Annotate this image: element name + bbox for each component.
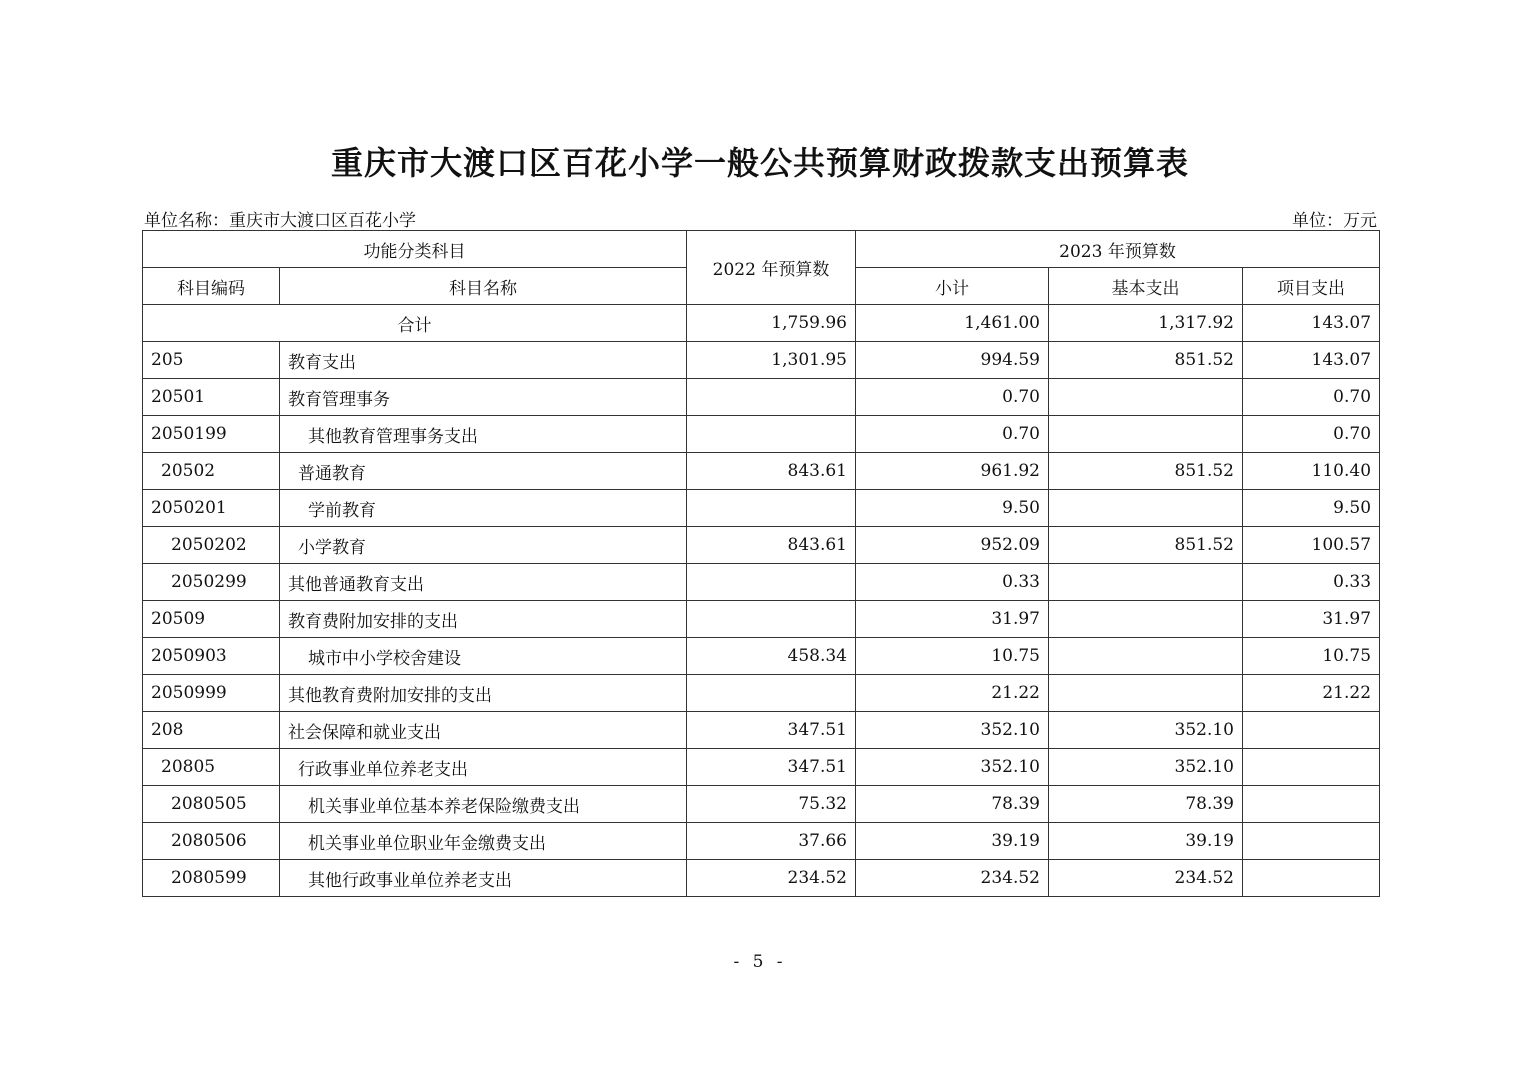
row-subtotal: 0.70 bbox=[856, 379, 1049, 416]
row-name: 其他教育费附加安排的支出 bbox=[280, 675, 687, 712]
row-project bbox=[1243, 712, 1380, 749]
row-code: 20805 bbox=[143, 749, 280, 786]
row-budget-2022 bbox=[687, 379, 856, 416]
row-budget-2022 bbox=[687, 601, 856, 638]
row-name: 其他教育管理事务支出 bbox=[280, 416, 687, 453]
table-row bbox=[143, 860, 1380, 897]
row-subtotal: 0.70 bbox=[856, 416, 1049, 453]
row-budget-2022 bbox=[687, 675, 856, 712]
row-project: 110.40 bbox=[1243, 453, 1380, 490]
row-code: 2050201 bbox=[143, 490, 280, 527]
total-basic: 1,317.92 bbox=[1049, 305, 1243, 342]
row-project bbox=[1243, 749, 1380, 786]
unit-name: 单位名称：重庆市大渡口区百花小学 bbox=[144, 211, 416, 231]
row-subtotal: 352.10 bbox=[856, 749, 1049, 786]
row-name: 社会保障和就业支出 bbox=[280, 712, 687, 749]
table-row bbox=[143, 342, 1380, 379]
table-row bbox=[143, 601, 1380, 638]
row-name: 城市中小学校舍建设 bbox=[280, 638, 687, 675]
row-project bbox=[1243, 786, 1380, 823]
row-code: 20501 bbox=[143, 379, 280, 416]
row-code: 205 bbox=[143, 342, 280, 379]
table-row bbox=[143, 490, 1380, 527]
row-project bbox=[1243, 823, 1380, 860]
header-func-category: 功能分类科目 bbox=[143, 231, 687, 268]
row-code: 2050903 bbox=[143, 638, 280, 675]
row-project: 9.50 bbox=[1243, 490, 1380, 527]
row-subtotal: 10.75 bbox=[856, 638, 1049, 675]
header-basic: 基本支出 bbox=[1049, 268, 1243, 305]
row-basic bbox=[1049, 601, 1243, 638]
table-row bbox=[143, 564, 1380, 601]
row-name: 其他行政事业单位养老支出 bbox=[280, 860, 687, 897]
row-project: 0.33 bbox=[1243, 564, 1380, 601]
row-basic: 352.10 bbox=[1049, 712, 1243, 749]
row-code: 2050202 bbox=[143, 527, 280, 564]
row-name: 教育管理事务 bbox=[280, 379, 687, 416]
row-basic: 234.52 bbox=[1049, 860, 1243, 897]
row-basic bbox=[1049, 490, 1243, 527]
row-basic: 851.52 bbox=[1049, 527, 1243, 564]
header-budget-2022: 2022 年预算数 bbox=[687, 231, 856, 305]
total-2022: 1,759.96 bbox=[687, 305, 856, 342]
table-row bbox=[143, 638, 1380, 675]
table-row bbox=[143, 749, 1380, 786]
row-code: 208 bbox=[143, 712, 280, 749]
row-subtotal: 0.33 bbox=[856, 564, 1049, 601]
row-budget-2022: 234.52 bbox=[687, 860, 856, 897]
row-basic bbox=[1049, 675, 1243, 712]
page-title: 重庆市大渡口区百花小学一般公共预算财政拨款支出预算表 bbox=[330, 144, 1189, 182]
table-row bbox=[143, 416, 1380, 453]
header-project: 项目支出 bbox=[1243, 268, 1380, 305]
row-subtotal: 234.52 bbox=[856, 860, 1049, 897]
row-budget-2022: 75.32 bbox=[687, 786, 856, 823]
row-budget-2022: 347.51 bbox=[687, 749, 856, 786]
row-project: 21.22 bbox=[1243, 675, 1380, 712]
row-subtotal: 31.97 bbox=[856, 601, 1049, 638]
row-basic: 78.39 bbox=[1049, 786, 1243, 823]
page-number: - 5 - bbox=[733, 952, 787, 972]
row-basic: 352.10 bbox=[1049, 749, 1243, 786]
row-code: 2080505 bbox=[143, 786, 280, 823]
row-code: 2080506 bbox=[143, 823, 280, 860]
row-name: 机关事业单位职业年金缴费支出 bbox=[280, 823, 687, 860]
unit-label: 单位：万元 bbox=[1292, 211, 1377, 231]
row-code: 2050199 bbox=[143, 416, 280, 453]
row-budget-2022: 1,301.95 bbox=[687, 342, 856, 379]
row-code: 20502 bbox=[143, 453, 280, 490]
row-subtotal: 352.10 bbox=[856, 712, 1049, 749]
row-subtotal: 78.39 bbox=[856, 786, 1049, 823]
budget-table bbox=[142, 230, 1380, 897]
row-basic: 851.52 bbox=[1049, 342, 1243, 379]
row-budget-2022: 843.61 bbox=[687, 453, 856, 490]
row-name: 教育费附加安排的支出 bbox=[280, 601, 687, 638]
table-row bbox=[143, 453, 1380, 490]
row-basic bbox=[1049, 379, 1243, 416]
row-code: 2080599 bbox=[143, 860, 280, 897]
table-row bbox=[143, 379, 1380, 416]
row-project: 0.70 bbox=[1243, 379, 1380, 416]
row-project: 31.97 bbox=[1243, 601, 1380, 638]
row-subtotal: 994.59 bbox=[856, 342, 1049, 379]
row-code: 2050999 bbox=[143, 675, 280, 712]
row-budget-2022: 347.51 bbox=[687, 712, 856, 749]
row-basic bbox=[1049, 416, 1243, 453]
row-budget-2022: 843.61 bbox=[687, 527, 856, 564]
table-row bbox=[143, 712, 1380, 749]
row-name: 教育支出 bbox=[280, 342, 687, 379]
row-subtotal: 39.19 bbox=[856, 823, 1049, 860]
total-row bbox=[143, 305, 1380, 342]
total-subtotal: 1,461.00 bbox=[856, 305, 1049, 342]
row-name: 学前教育 bbox=[280, 490, 687, 527]
header-budget-2023: 2023 年预算数 bbox=[856, 231, 1380, 268]
table-row bbox=[143, 786, 1380, 823]
header-name: 科目名称 bbox=[280, 268, 687, 305]
row-project bbox=[1243, 860, 1380, 897]
table-row bbox=[143, 675, 1380, 712]
row-project: 0.70 bbox=[1243, 416, 1380, 453]
row-project: 143.07 bbox=[1243, 342, 1380, 379]
row-budget-2022 bbox=[687, 416, 856, 453]
total-project: 143.07 bbox=[1243, 305, 1380, 342]
row-basic: 39.19 bbox=[1049, 823, 1243, 860]
row-name: 其他普通教育支出 bbox=[280, 564, 687, 601]
row-budget-2022: 458.34 bbox=[687, 638, 856, 675]
total-label: 合计 bbox=[143, 305, 687, 342]
row-subtotal: 952.09 bbox=[856, 527, 1049, 564]
row-code: 2050299 bbox=[143, 564, 280, 601]
table-row bbox=[143, 823, 1380, 860]
row-name: 机关事业单位基本养老保险缴费支出 bbox=[280, 786, 687, 823]
row-budget-2022: 37.66 bbox=[687, 823, 856, 860]
row-project: 10.75 bbox=[1243, 638, 1380, 675]
row-name: 普通教育 bbox=[280, 453, 687, 490]
row-subtotal: 21.22 bbox=[856, 675, 1049, 712]
row-basic bbox=[1049, 638, 1243, 675]
row-subtotal: 961.92 bbox=[856, 453, 1049, 490]
row-budget-2022 bbox=[687, 490, 856, 527]
row-name: 行政事业单位养老支出 bbox=[280, 749, 687, 786]
row-subtotal: 9.50 bbox=[856, 490, 1049, 527]
table-row bbox=[143, 527, 1380, 564]
row-basic bbox=[1049, 564, 1243, 601]
row-code: 20509 bbox=[143, 601, 280, 638]
row-basic: 851.52 bbox=[1049, 453, 1243, 490]
row-budget-2022 bbox=[687, 564, 856, 601]
header-code: 科目编码 bbox=[143, 268, 280, 305]
header-row-1 bbox=[143, 231, 1380, 268]
header-subtotal: 小计 bbox=[856, 268, 1049, 305]
row-project: 100.57 bbox=[1243, 527, 1380, 564]
row-name: 小学教育 bbox=[280, 527, 687, 564]
